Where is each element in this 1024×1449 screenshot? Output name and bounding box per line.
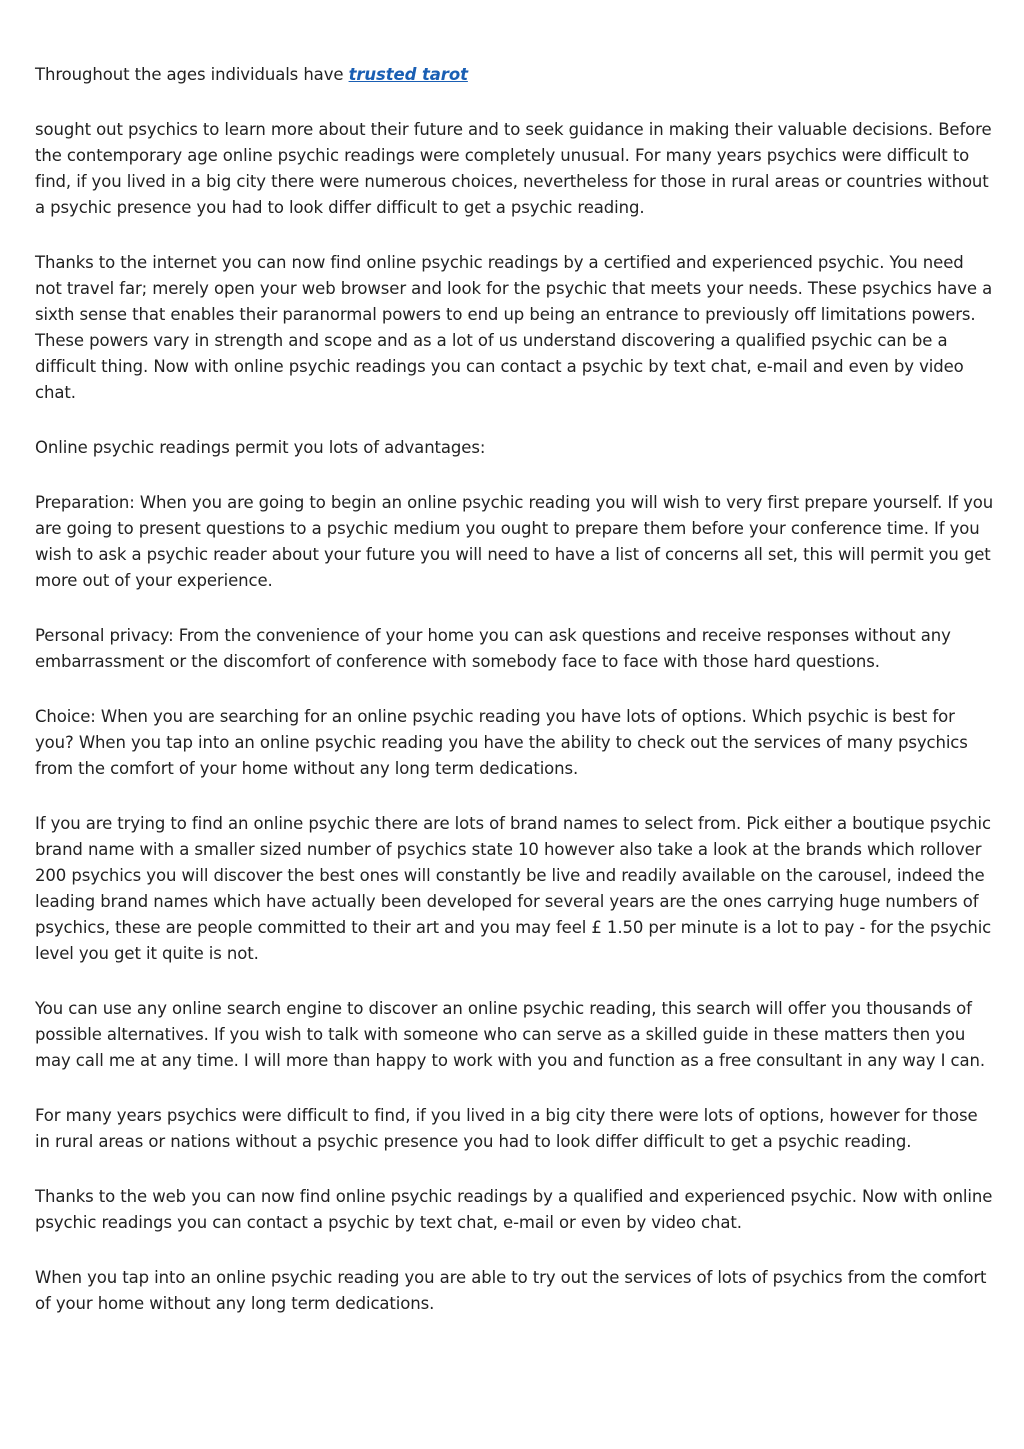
paragraph-4: Preparation: When you are going to begin an online psychic reading you will wish to very first prepare yourself. If you are going to present questions to a psychic medium you ought to prepare them before your conference time. If you wish to ask a psychic reader about your future you will need to have a list of concerns all set, this will permit you get more out of your experience.: [35, 493, 994, 590]
trusted-tarot-link[interactable]: trusted tarot: [348, 65, 468, 84]
paragraph-6: Choice: When you are searching for an online psychic reading you have lots of options. Which psychic is best for you? When you tap into an online psychic reading you have the ability to check out the services of many psychics from the comfort of your home without any long term dedications.: [35, 707, 968, 778]
paragraph-7: If you are trying to find an online psychic there are lots of brand names to select from. Pick either a boutique psychic brand name with a smaller sized number of psychics state 10 however also take a look at the brands which rollover 200 psychics you will discover the best ones will constantly be live and readily available on the carousel, indeed the leading brand names which have actually been developed for several years are the ones carrying huge numbers of psychics, these are people committed to their art and you may feel £ 1.50 per minute is a lot to pay - for the psychic level you get it quite is not.: [35, 814, 992, 963]
intro-text: Throughout the ages individuals have: [35, 65, 349, 84]
paragraph-10: Thanks to the web you can now find online psychic readings by a qualified and experienced psychic. Now with online psychic readings you can contact a psychic by text chat, e-mail or even by video chat.: [35, 1187, 993, 1232]
intro-paragraph: [35, 62, 995, 88]
paragraph-1: sought out psychics to learn more about their future and to seek guidance in making their valuable decisions. Before the contemporary age online psychic readings were completely unusual. For many years psychics were difficult to find, if you lived in a big city there were numerous choices, nevertheless for those in rural areas or countries without a psychic presence you had to look differ difficult to get a psychic reading.: [35, 120, 992, 217]
paragraph-11: When you tap into an online psychic reading you are able to try out the services of lots of psychics from the comfort of your home without any long term dedications.: [35, 1268, 987, 1313]
paragraph-8: You can use any online search engine to discover an online psychic reading, this search will offer you thousands of possible alternatives. If you wish to talk with someone who can serve as a skilled guide in these matters then you may call me at any time. I will more than happy to work with you and function as a free consultant in any way I can.: [35, 999, 985, 1070]
paragraph-9: For many years psychics were difficult to find, if you lived in a big city there were lots of options, however for those in rural areas or nations without a psychic presence you had to look differ difficult to get a psychic reading.: [35, 1106, 978, 1151]
paragraph-2: Thanks to the internet you can now find online psychic readings by a certified and experienced psychic. You need not travel far; merely open your web browser and look for the psychic that meets your needs. These psychics have a sixth sense that enables their paranormal powers to end up being an entrance to previously off limitations powers. These powers vary in strength and scope and as a lot of us understand discovering a qualified psychic can be a difficult thing. Now with online psychic readings you can contact a psychic by text chat, e-mail and even by video chat.: [35, 253, 993, 402]
document-page: [35, 62, 995, 1346]
paragraph-3: Online psychic readings permit you lots of advantages:: [35, 438, 486, 457]
paragraph-5: Personal privacy: From the convenience of your home you can ask questions and receive responses without any embarrassment or the discomfort of conference with somebody face to face with those hard questions.: [35, 626, 951, 671]
